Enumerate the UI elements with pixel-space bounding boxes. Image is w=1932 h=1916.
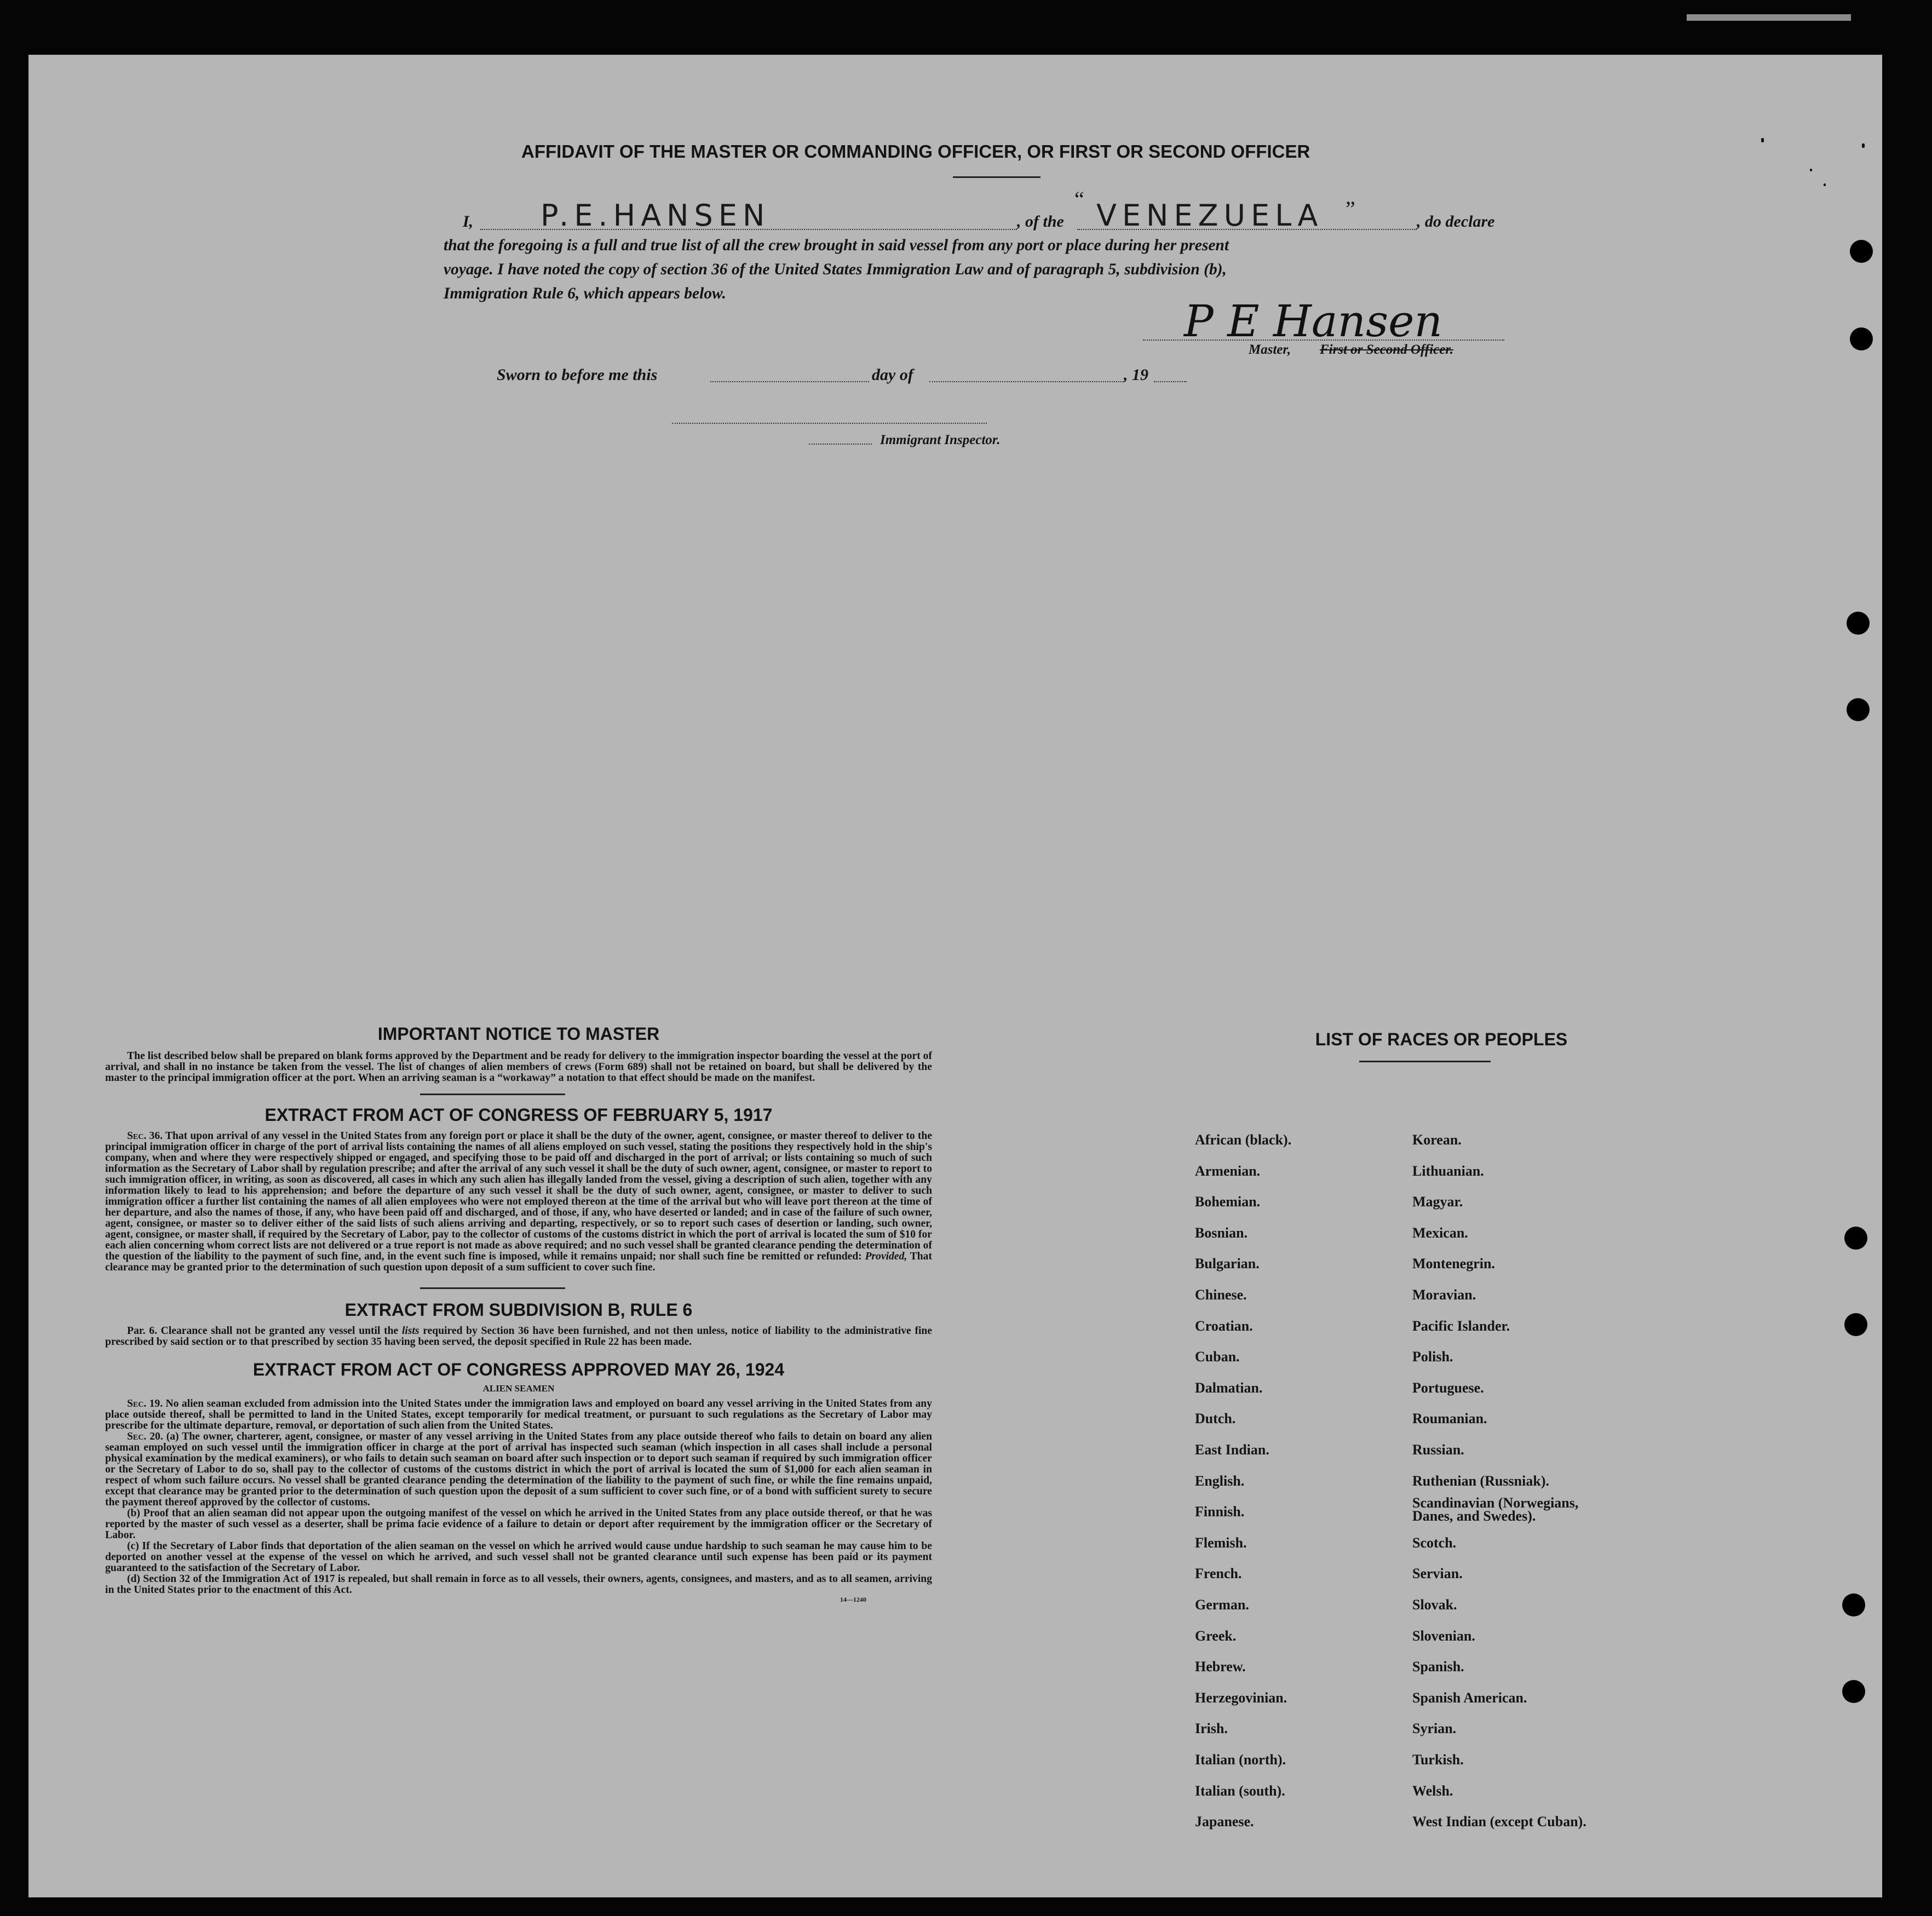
race-item: German.: [1195, 1597, 1249, 1613]
race-item: Armenian.: [1195, 1163, 1261, 1179]
race-item: Syrian.: [1412, 1721, 1457, 1737]
sec-36-label: Sec. 36.: [127, 1130, 163, 1142]
race-item: Servian.: [1412, 1566, 1463, 1582]
open-quote: “: [1074, 187, 1084, 211]
rule6-text: Par. 6. Clearance shall not be granted any vessel until the: [127, 1325, 399, 1337]
notice-title: IMPORTANT NOTICE TO MASTER: [377, 1024, 660, 1044]
vessel-name-handwritten: VENEZUELA: [1096, 198, 1324, 233]
punch-hole: [1842, 1680, 1865, 1703]
race-item: English.: [1195, 1472, 1245, 1489]
race-item: Bosnian.: [1195, 1224, 1248, 1241]
provided-word: Provided,: [865, 1251, 907, 1262]
punch-hole: [1847, 612, 1870, 635]
i-label: I,: [463, 212, 474, 231]
race-item: Dalmatian.: [1195, 1379, 1263, 1396]
rule6-text-end: required by Section 36 have been furnished, and not then unless, notice of liability to the administrative fine prescribed by said section or to that prescribed by section 35 having been served, the deposit specified in Rule 22 has been made.: [105, 1325, 933, 1348]
affidavit-line-2: that the foregoing is a full and true list of all the crew brought in said vessel from any port or place during her present: [444, 237, 1229, 254]
form-code: 14—1240: [840, 1596, 866, 1603]
sec-20a-text: (a) The owner, charterer, agent, consignee, or master of any vessel arriving in the United States from any place outside thereof who fails to detain on board any alien seaman employed on such vessel until the immigration officer in charge at the port of arrival has inspected such seaman (which inspection in all cases shall include a personal physical examination by the medical examiners), or who fails to detain such seaman on board after such inspection or to deport such seaman if required by such immigration officer or the Secretary of Labor to do so, shall pay to the collector of customs of the customs district in which the port of arrival is located the sum of $1,000 for each alien seaman in respect of whom such failure occurs. No vessel shall be granted clearance pending the determination of the liability to the payment of such fine, or while the fine remains unpaid, except that clearance may be granted prior to the determination of such question upon the deposit of a sum sufficient to cover such fine, or of a bond with sufficient surety to secure the payment thereof approved by the collector of customs.: [105, 1431, 932, 1508]
sec-19-text: No alien seaman excluded from admission into the United States under the immigration laws and employed on board any vessel arriving in the United States from any place outside thereof, shall be permitted to land in the United States, except temporarily for medical treatment, or pursuant to such regulations as the Secretary of Labor may prescribe for the ultimate departure, removal, or deportation of such alien from the United States.: [105, 1398, 932, 1431]
race-item: Moravian.: [1412, 1287, 1476, 1303]
punch-hole: [1844, 1313, 1867, 1336]
race-item: Hebrew.: [1195, 1659, 1246, 1675]
extract-1917-body: [105, 1131, 932, 1273]
extract-1924-title: EXTRACT FROM ACT OF CONGRESS APPROVED MAY 26, 1924: [252, 1360, 785, 1379]
race-item: Mexican.: [1412, 1224, 1468, 1241]
race-item: Japanese.: [1195, 1814, 1254, 1830]
sec-20d-body: (d) Section 32 of the Immigration Act of 1917 is repealed, but shall remain in force as to all vessels, their owners, agents, consignees, and masters, and as to all seamen, arriving in the United States prior to the enactment of this Act.: [105, 1573, 932, 1596]
master-signature: P E Hansen: [1184, 296, 1442, 347]
race-item: Roumanian.: [1412, 1411, 1487, 1427]
alien-seamen-subtitle: ALIEN SEAMEN: [482, 1383, 555, 1394]
race-item: Scotch.: [1412, 1534, 1457, 1551]
punch-hole: [1850, 327, 1873, 350]
inspector-lead-line: [809, 444, 872, 445]
master-name-handwritten: P.E.HANSEN: [540, 198, 771, 233]
extract-rule6-title: EXTRACT FROM SUBDIVISION B, RULE 6: [344, 1300, 693, 1320]
do-declare-label: , do declare: [1417, 212, 1495, 231]
race-item: East Indian.: [1195, 1442, 1269, 1458]
race-item: Herzegovinian.: [1195, 1689, 1287, 1706]
race-item: French.: [1195, 1566, 1242, 1582]
sworn-day-line: [710, 381, 869, 382]
race-item: Magyar.: [1412, 1194, 1463, 1210]
ink-speck: [1824, 183, 1826, 186]
sec-36-text: That upon arrival of any vessel in the United States from any foreign port or place it shall be the duty of the owner, agent, consignee, or master thereof to deliver to the principal immigration officer in charge of the port of arrival lists containing the names of all aliens employed on such vessel, stating the positions they respectively hold in the ship's company, when and where they were respectively shipped or engaged, and specifying those to be paid off and discharged in the port of arrival; or lists containing so much of such information as the Secretary of Labor shall by regulation prescribe; and after the arrival of any such vessel it shall be the duty of such owner, agent, consignee, or master to report to such immigration officer, in writing, as soon as discovered, all cases in which any such alien has illegally landed from the vessel, giving a description of such alien, together with any information likely to lead to his apprehension; and before the departure of any such vessel it shall be the duty of such owner, agent, consignee, or master to deliver to such immigration officer a further list containing the names of all alien employees who were not employed thereon at the time of the arrival but who will leave port thereon at the time of her departure, and also the names of those, if any, who have been paid off and discharged, and of those, if any, who have deserted or landed; and in case of the failure of such owner, agent, consignee, or master so to deliver either of the said lists of such aliens arriving and departing, respectively, or so to report such cases of desertion or landing, such owner, agent, consignee, or master shall, if required by the Secretary of Labor, pay to the collector of customs of the customs district in which the port of arrival is located the sum of $10 for each alien concerning whom correct lists are not delivered or a true report is not made as above required; and no such vessel shall be granted clearance pending the determination of the question of the liability to the payment of such fine, and, in the event such fine is imposed, while it remains unpaid; nor shall such fine be remitted or refunded:: [105, 1130, 933, 1262]
inspector-signature-line: [672, 423, 987, 424]
race-item: West Indian (except Cuban).: [1412, 1814, 1586, 1830]
extract-1917-title: EXTRACT FROM ACT OF CONGRESS OF FEBRUARY 5, 1917: [264, 1105, 773, 1125]
affidavit-heading: AFFIDAVIT OF THE MASTER OR COMMANDING OFFICER, OR FIRST OR SECOND OFFICER: [521, 141, 1310, 162]
race-item: African (black).: [1195, 1132, 1292, 1148]
sec-36-text-end: That clearance may be granted prior to the determination of such question upon deposit of a sum sufficient to cover such fine.: [105, 1251, 932, 1273]
sworn-year-line: [1154, 381, 1187, 382]
punch-hole: [1842, 1593, 1865, 1616]
struck-officer-label: First or Second Officer.: [1320, 342, 1453, 357]
race-item: Finnish.: [1195, 1504, 1245, 1520]
race-item: Russian.: [1412, 1442, 1464, 1458]
race-item: Italian (north).: [1195, 1752, 1286, 1768]
notice-body: The list described below shall be prepared on blank forms approved by the Department and be ready for delivery to the immigration inspector boarding the vessel at the port of arrival, and shall in no instance be taken from the vessel. The list of changes of alien members of crews (Form 689) shall not be retained on board, but shall be delivered by the master to the principal immigration officer at the port. When an arriving seaman is a “workaway” a notation to that effect should be made on the manifest.: [105, 1050, 932, 1084]
punch-hole: [1850, 240, 1873, 263]
sec-20c-body: (c) If the Secretary of Labor finds that deportation of the alien seaman on the vessel on which he arrived would cause undue hardship to such seaman he may cause him to be deported on another vessel at the expense of the vessel on which he arrived, and such vessel shall not be granted clearance until such expense has been paid or its payment guaranteed to the satisfaction of the Secretary of Labor.: [105, 1540, 932, 1574]
race-item: Croatian.: [1195, 1317, 1253, 1334]
divider-2: [420, 1287, 565, 1289]
inspector-label: Immigrant Inspector.: [880, 433, 1001, 447]
race-item: Polish.: [1412, 1349, 1453, 1365]
race-item: Chinese.: [1195, 1287, 1247, 1303]
race-item: Irish.: [1195, 1721, 1228, 1737]
heading-underline: [953, 176, 1040, 178]
master-label: Master,: [1249, 342, 1291, 357]
race-item: Dutch.: [1195, 1411, 1236, 1427]
day-of-label: day of: [872, 366, 913, 384]
affidavit-line-3: voyage. I have noted the copy of section 36 of the United States Immigration Law and of paragraph 5, subdivision (b),: [444, 261, 1227, 278]
races-title: LIST OF RACES OR PEOPLES: [1315, 1029, 1568, 1049]
races-underline: [1359, 1061, 1491, 1062]
sworn-label: Sworn to before me this: [497, 366, 658, 384]
race-item: Turkish.: [1412, 1752, 1464, 1768]
punch-hole: [1847, 698, 1870, 721]
lists-word: lists: [401, 1325, 419, 1337]
sec-20a-body: [105, 1431, 932, 1508]
year-label: , 19: [1124, 366, 1148, 384]
race-item: Slovenian.: [1412, 1627, 1475, 1644]
document-sheet: [28, 55, 1882, 1897]
race-item: Pacific Islander.: [1412, 1317, 1510, 1334]
race-item: Spanish American.: [1412, 1689, 1527, 1706]
of-the-label: , of the: [1017, 212, 1064, 231]
race-item: Greek.: [1195, 1627, 1237, 1644]
punch-hole: [1844, 1227, 1867, 1250]
race-item: Montenegrin.: [1412, 1256, 1495, 1272]
race-item: Slovak.: [1412, 1597, 1457, 1613]
ink-speck: [1761, 138, 1764, 142]
race-item: Ruthenian (Russniak).: [1412, 1472, 1549, 1489]
race-item: Welsh.: [1412, 1782, 1453, 1799]
extract-rule6-body: [105, 1326, 932, 1348]
race-item: Scandinavian (Norwegians, Danes, and Swedes).: [1412, 1495, 1579, 1524]
close-quote: ”: [1346, 197, 1355, 221]
race-item: Bohemian.: [1195, 1194, 1261, 1210]
sec-19-label: Sec. 19.: [127, 1398, 163, 1409]
affidavit-line-4: Immigration Rule 6, which appears below.: [444, 285, 727, 302]
ink-speck: [1862, 143, 1865, 148]
sec-20-label: Sec. 20.: [127, 1431, 163, 1442]
race-item: Bulgarian.: [1195, 1256, 1260, 1272]
race-item: Korean.: [1412, 1132, 1462, 1148]
race-item: Spanish.: [1412, 1659, 1464, 1675]
film-edge-strip: [1687, 14, 1851, 21]
race-item: Portuguese.: [1412, 1379, 1484, 1396]
race-item: Cuban.: [1195, 1349, 1240, 1365]
notices-column: [105, 1024, 932, 1604]
ink-speck: [1810, 169, 1812, 171]
race-item: Flemish.: [1195, 1534, 1247, 1551]
sec-20b-body: (b) Proof that an alien seaman did not appear upon the outgoing manifest of the vessel on which he arrived in the United States from any place outside thereof, or that he was reported by the master of such vessel as a deserter, shall be prima facie evidence of a failure to detain or deport after requirement by the immigration officer or the Secretary of Labor.: [105, 1508, 932, 1541]
sworn-month-line: [929, 381, 1124, 382]
race-item: Lithuanian.: [1412, 1163, 1484, 1179]
sec-19-body: [105, 1399, 932, 1431]
race-item: Italian (south).: [1195, 1782, 1285, 1799]
divider-1: [420, 1094, 565, 1095]
